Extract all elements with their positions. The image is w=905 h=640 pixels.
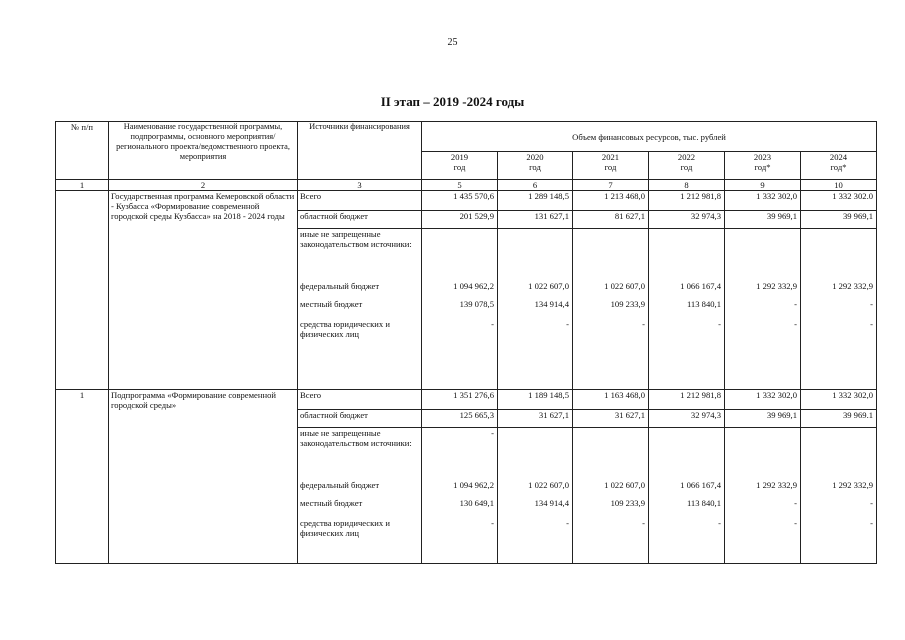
numbering-cell: 8: [649, 180, 725, 191]
value-cell: 1 292 332,9: [725, 480, 801, 498]
header-year-2019: 2019 год: [422, 152, 498, 180]
value-cell: 125 665,3: [422, 410, 498, 428]
value-cell: 32 974,3: [649, 211, 725, 229]
value-cell: -: [801, 518, 877, 564]
value-cell: -: [498, 518, 573, 564]
header-year-2024: 2024 год*: [801, 152, 877, 180]
source-label: местный бюджет: [298, 299, 422, 319]
value-cell: -: [801, 498, 877, 518]
programme-name: Подпрограмма «Формирование современной городской среды»: [109, 390, 298, 564]
header-name: Наименование государственной программы, подпрограммы, основного мероприятия/регионального проекта/ведомственного проекта, мероприятия: [109, 122, 298, 180]
value-cell: -: [573, 319, 649, 390]
value-cell: 1 435 570,6: [422, 191, 498, 211]
value-cell: -: [422, 319, 498, 390]
source-label: Всего: [298, 390, 422, 410]
value-cell: -: [725, 518, 801, 564]
value-cell: 39 969.1: [801, 410, 877, 428]
value-cell: -: [725, 299, 801, 319]
financing-table: [55, 121, 877, 564]
value-cell: 1 332 302.0: [801, 191, 877, 211]
value-cell: -: [801, 319, 877, 390]
numbering-cell: 1: [56, 180, 109, 191]
header-volume: Объем финансовых ресурсов, тыс. рублей: [422, 122, 877, 152]
source-label: средства юридических и физических лиц: [298, 319, 422, 390]
value-cell: 39 969,1: [725, 410, 801, 428]
source-label: Всего: [298, 191, 422, 211]
value-cell: [422, 229, 498, 281]
value-cell: 1 163 468,0: [573, 390, 649, 410]
value-cell: 201 529,9: [422, 211, 498, 229]
numbering-cell: 2: [109, 180, 298, 191]
value-cell: [498, 428, 573, 480]
source-label: областной бюджет: [298, 410, 422, 428]
value-cell: 109 233,9: [573, 299, 649, 319]
value-cell: -: [422, 428, 498, 480]
value-cell: 1 332 302,0: [801, 390, 877, 410]
numbering-row: [56, 180, 877, 191]
value-cell: [801, 229, 877, 281]
value-cell: 1 189 148,5: [498, 390, 573, 410]
header-year-2023: 2023 год*: [725, 152, 801, 180]
value-cell: 134 914,4: [498, 299, 573, 319]
source-label: областной бюджет: [298, 211, 422, 229]
value-cell: 1 213 468,0: [573, 191, 649, 211]
value-cell: [649, 229, 725, 281]
value-cell: 1 066 167,4: [649, 480, 725, 498]
numbering-cell: 9: [725, 180, 801, 191]
value-cell: 1 022 607,0: [573, 281, 649, 299]
value-cell: 39 969,1: [801, 211, 877, 229]
row-number: 1: [56, 390, 109, 564]
row-number: [56, 191, 109, 390]
value-cell: 109 233,9: [573, 498, 649, 518]
source-label: средства юридических и физических лиц: [298, 518, 422, 564]
value-cell: -: [573, 518, 649, 564]
value-cell: 1 289 148,5: [498, 191, 573, 211]
value-cell: 1 292 332,9: [801, 480, 877, 498]
value-cell: 1 332 302,0: [725, 390, 801, 410]
table-row: [56, 390, 877, 410]
page-title: II этап – 2019 -2024 годы: [380, 94, 525, 109]
numbering-cell: 10: [801, 180, 877, 191]
numbering-cell: 5: [422, 180, 498, 191]
value-cell: [725, 428, 801, 480]
value-cell: 131 627,1: [498, 211, 573, 229]
header-number: № п/п: [56, 122, 109, 180]
value-cell: 1 022 607,0: [498, 281, 573, 299]
value-cell: 31 627,1: [573, 410, 649, 428]
value-cell: 113 840,1: [649, 299, 725, 319]
value-cell: 1 332 302,0: [725, 191, 801, 211]
value-cell: 134 914,4: [498, 498, 573, 518]
value-cell: -: [725, 319, 801, 390]
value-cell: 1 351 276,6: [422, 390, 498, 410]
value-cell: 1 066 167,4: [649, 281, 725, 299]
header-source: Источники финансирования: [298, 122, 422, 180]
value-cell: [801, 428, 877, 480]
value-cell: 1 094 962,2: [422, 281, 498, 299]
source-label: местный бюджет: [298, 498, 422, 518]
value-cell: 32 974,3: [649, 410, 725, 428]
header-year-2022: 2022 год: [649, 152, 725, 180]
source-label: иные не запрещенные законодательством источники:: [298, 428, 422, 480]
page-number: 25: [447, 37, 458, 48]
numbering-cell: 6: [498, 180, 573, 191]
value-cell: 81 627,1: [573, 211, 649, 229]
value-cell: -: [801, 299, 877, 319]
programme-name: Государственная программа Кемеровской области - Кузбасса «Формирование современной городской среды Кузбасса» на 2018 - 2024 годы: [109, 191, 298, 390]
header-year-2021: 2021 год: [573, 152, 649, 180]
value-cell: [725, 229, 801, 281]
value-cell: [498, 229, 573, 281]
value-cell: 1 292 332,9: [801, 281, 877, 299]
value-cell: 113 840,1: [649, 498, 725, 518]
value-cell: [649, 428, 725, 480]
value-cell: 139 078,5: [422, 299, 498, 319]
value-cell: 1 212 981,8: [649, 191, 725, 211]
numbering-cell: 7: [573, 180, 649, 191]
value-cell: [573, 428, 649, 480]
value-cell: -: [725, 498, 801, 518]
value-cell: -: [422, 518, 498, 564]
header-year-2020: 2020 год: [498, 152, 573, 180]
value-cell: 130 649,1: [422, 498, 498, 518]
source-label: федеральный бюджет: [298, 281, 422, 299]
value-cell: 1 292 332,9: [725, 281, 801, 299]
value-cell: 31 627,1: [498, 410, 573, 428]
value-cell: [573, 229, 649, 281]
value-cell: -: [649, 518, 725, 564]
value-cell: 39 969,1: [725, 211, 801, 229]
source-label: федеральный бюджет: [298, 480, 422, 498]
value-cell: 1 212 981,8: [649, 390, 725, 410]
value-cell: 1 022 607,0: [573, 480, 649, 498]
source-label: иные не запрещенные законодательством источники:: [298, 229, 422, 281]
table-row: [56, 191, 877, 211]
value-cell: 1 094 962,2: [422, 480, 498, 498]
value-cell: 1 022 607,0: [498, 480, 573, 498]
value-cell: -: [649, 319, 725, 390]
numbering-cell: 3: [298, 180, 422, 191]
value-cell: -: [498, 319, 573, 390]
